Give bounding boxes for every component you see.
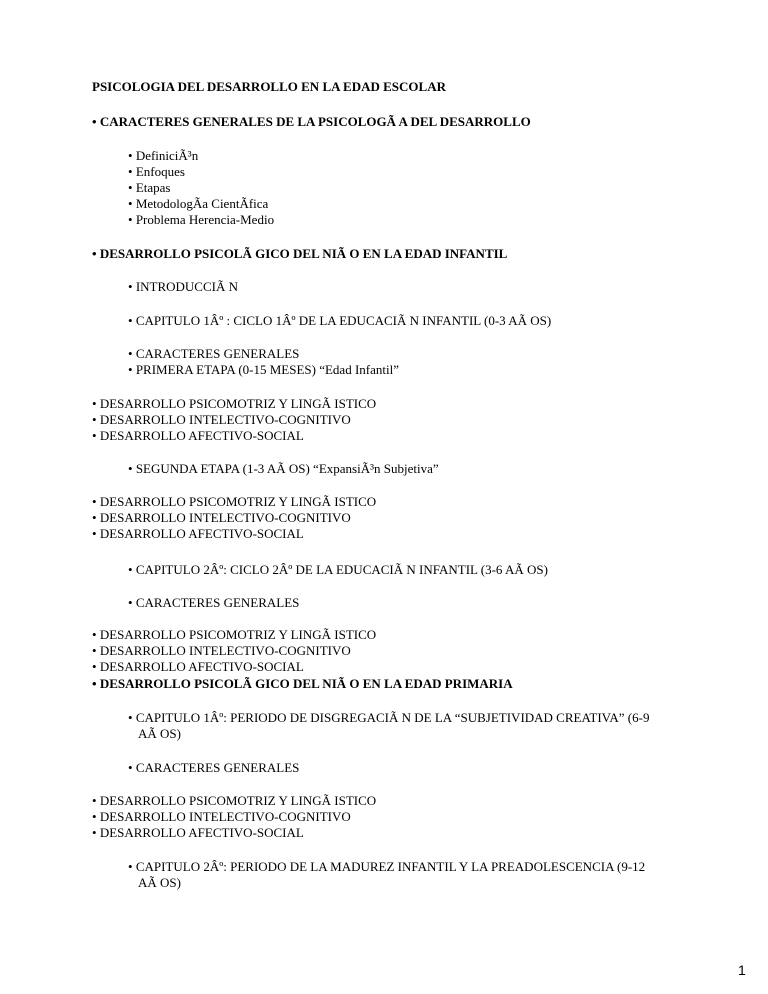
list-item: • Etapas bbox=[128, 180, 171, 195]
section-heading: • DESARROLLO PSICOLÃ GICO DEL NIÃ O EN LA EDAD INFANTIL bbox=[92, 246, 508, 261]
list-item: • DESARROLLO PSICOMOTRIZ Y LINGÃ ISTICO bbox=[92, 396, 377, 411]
list-item: • DESARROLLO INTELECTIVO-COGNITIVO bbox=[92, 412, 351, 427]
list-item-continuation: AÃ OS) bbox=[138, 875, 181, 890]
section-heading: • CARACTERES GENERALES DE LA PSICOLOGÃ A DEL DESARROLLO bbox=[92, 114, 531, 129]
list-item: • CAPITULO 2Âº: CICLO 2Âº DE LA EDUCACIÃ N INFANTIL (3-6 AÃ OS) bbox=[128, 562, 548, 577]
list-item: • DESARROLLO AFECTIVO-SOCIAL bbox=[92, 659, 304, 674]
list-item: • CARACTERES GENERALES bbox=[128, 346, 300, 361]
list-item: • DESARROLLO PSICOMOTRIZ Y LINGÃ ISTICO bbox=[92, 627, 377, 642]
list-item: • MetodologÃa CientÃfica bbox=[128, 196, 269, 211]
list-item: • INTRODUCCIÃ N bbox=[128, 279, 239, 294]
list-item: • DESARROLLO AFECTIVO-SOCIAL bbox=[92, 825, 304, 840]
list-item: • DESARROLLO INTELECTIVO-COGNITIVO bbox=[92, 809, 351, 824]
document-title: PSICOLOGIA DEL DESARROLLO EN LA EDAD ESCOLAR bbox=[92, 79, 446, 94]
list-item: • DESARROLLO AFECTIVO-SOCIAL bbox=[92, 428, 304, 443]
list-item: • CAPITULO 2Âº: PERIODO DE LA MADUREZ INFANTIL Y LA PREADOLESCENCIA (9-12 bbox=[128, 859, 646, 874]
list-item: • DESARROLLO PSICOMOTRIZ Y LINGÃ ISTICO bbox=[92, 793, 377, 808]
list-item: • CAPITULO 1Âº : CICLO 1Âº DE LA EDUCACIÃ N INFANTIL (0-3 AÃ OS) bbox=[128, 313, 552, 328]
list-item-continuation: AÃ OS) bbox=[138, 726, 181, 741]
list-item: • CARACTERES GENERALES bbox=[128, 760, 300, 775]
section-heading: • DESARROLLO PSICOLÃ GICO DEL NIÃ O EN LA EDAD PRIMARIA bbox=[92, 676, 513, 691]
list-item: • CARACTERES GENERALES bbox=[128, 595, 300, 610]
list-item: • Problema Herencia-Medio bbox=[128, 212, 275, 227]
list-item: • DefiniciÃ³n bbox=[128, 148, 199, 163]
list-item: • DESARROLLO INTELECTIVO-COGNITIVO bbox=[92, 643, 351, 658]
list-item: • DESARROLLO AFECTIVO-SOCIAL bbox=[92, 526, 304, 541]
list-item: • Enfoques bbox=[128, 164, 185, 179]
list-item: • CAPITULO 1Âº: PERIODO DE DISGREGACIÃ N DE LA “SUBJETIVIDAD CREATIVA” (6-9 bbox=[128, 710, 650, 725]
page-number: 1 bbox=[738, 962, 746, 978]
list-item: • DESARROLLO PSICOMOTRIZ Y LINGÃ ISTICO bbox=[92, 494, 377, 509]
list-item: • DESARROLLO INTELECTIVO-COGNITIVO bbox=[92, 510, 351, 525]
list-item: • SEGUNDA ETAPA (1-3 AÃ OS) “ExpansiÃ³n Subjetiva” bbox=[128, 461, 439, 476]
list-item: • PRIMERA ETAPA (0-15 MESES) “Edad Infantil” bbox=[128, 362, 399, 377]
